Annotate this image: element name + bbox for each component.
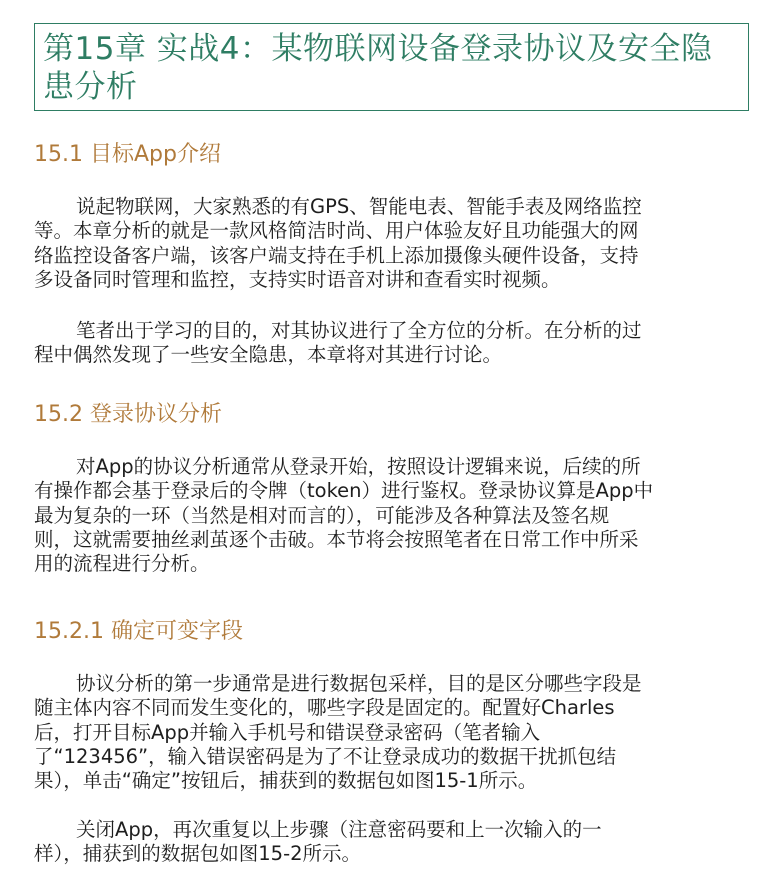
paragraph-line: 络监控设备客户端，该客户端支持在手机上添加摄像头硬件设备，支持 [34, 243, 639, 267]
section-heading-15-1: 15.1 目标App介绍 [34, 142, 221, 167]
paragraph [34, 195, 754, 292]
paragraph-line: 笔者出于学习的目的，对其协议进行了全方位的分析。在分析的过 [76, 319, 642, 342]
paragraph [34, 672, 754, 793]
section-heading-15-2-1: 15.2.1 确定可变字段 [34, 619, 243, 644]
paragraph [34, 455, 754, 576]
chapter-title-line: 患分析 [43, 69, 138, 105]
paragraph-line: 等。本章分析的就是一款风格简洁时尚、用户体验友好且功能强大的网 [34, 219, 639, 243]
chapter-title-box [34, 23, 749, 111]
paragraph-line: 样），捕获到的数据包如图15-2所示。 [34, 842, 362, 866]
paragraph-line: 关闭App，再次重复以上步骤（注意密码要和上一次输入的一 [76, 818, 602, 841]
paragraph [34, 319, 754, 368]
paragraph-line: 协议分析的第一步通常是进行数据包采样，目的是区分哪些字段是 [76, 672, 642, 695]
paragraph-line: 有操作都会基于登录后的令牌（token）进行鉴权。登录协议算是App中 [34, 479, 654, 503]
chapter-title [43, 30, 740, 106]
paragraph [34, 818, 754, 867]
paragraph-line: 说起物联网，大家熟悉的有GPS、智能电表、智能手表及网络监控 [76, 195, 642, 218]
paragraph-line: 则，这就需要抽丝剥茧逐个击破。本节将会按照笔者在日常工作中所采 [34, 527, 639, 551]
paragraph-line: 对App的协议分析通常从登录开始，按照设计逻辑来说，后续的所 [76, 455, 641, 478]
paragraph-line: 最为复杂的一环（当然是相对而言的），可能涉及各种算法及签名规 [34, 503, 610, 527]
paragraph-line: 用的流程进行分析。 [34, 552, 210, 576]
paragraph-line: 程中偶然发现了一些安全隐患，本章将对其进行讨论。 [34, 343, 503, 367]
paragraph-line: 随主体内容不同而发生变化的，哪些字段是固定的。配置好Charles [34, 696, 615, 720]
section-heading-15-2: 15.2 登录协议分析 [34, 402, 222, 427]
chapter-title-line: 第15章 实战4：某物联网设备登录协议及安全隐 [43, 31, 713, 67]
paragraph-line: 果），单击“确定”按钮后，捕获到的数据包如图15-1所示。 [34, 769, 538, 793]
paragraph-line: 后，打开目标App并输入手机号和错误登录密码（笔者输入 [34, 720, 541, 744]
paragraph-line: 了“123456”，输入错误密码是为了不让登录成功的数据干扰抓包结 [34, 744, 617, 768]
paragraph-line: 多设备同时管理和监控，支持实时语音对讲和查看实时视频。 [34, 267, 561, 291]
